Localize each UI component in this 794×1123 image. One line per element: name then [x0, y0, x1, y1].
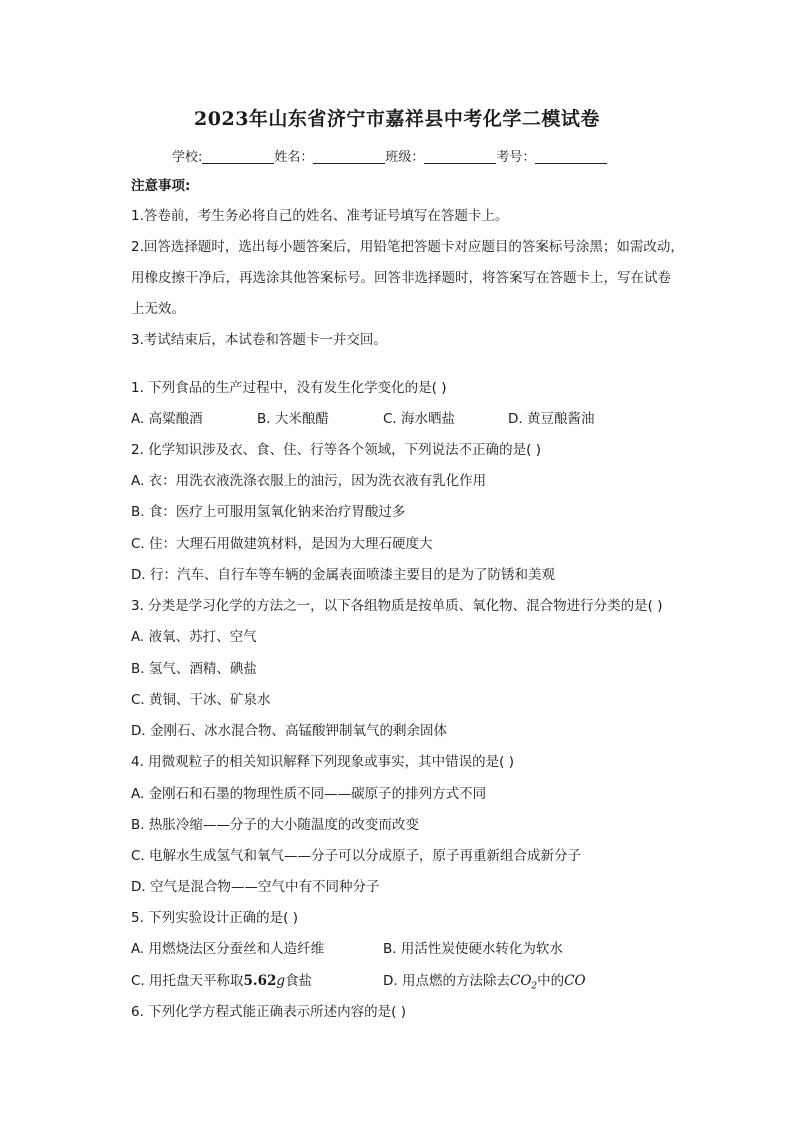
question-3-stem: 3. 分类是学习化学的方法之一，以下各组物质是按单质、氧化物、混合物进行分类的是( ): [131, 598, 663, 614]
q5-option-d-middle: 中的: [537, 973, 565, 989]
question-2-stem: 2. 化学知识涉及衣、食、住、行等各个领域，下列说法不正确的是( ): [131, 442, 541, 458]
q5-option-d-prefix: D. 用点燃的方法除去: [383, 973, 510, 989]
q5-option-c-prefix: C. 用托盘天平称取: [131, 973, 244, 989]
q1-option-b: B. 大米酿醋: [257, 411, 329, 427]
notice-item-2-line-1: 2.回答选择题时，选出每小题答案后，用铅笔把答题卡对应题目的答案标号涂黑；如需改动，: [131, 239, 684, 255]
q2-option-c: C. 住：大理石用做建筑材料，是因为大理石硬度大: [131, 536, 433, 552]
notice-item-1: 1.答卷前，考生务必将自己的姓名、准考证号填写在答题卡上。: [131, 208, 509, 224]
q5-option-b: B. 用活性炭使硬水转化为软水: [383, 941, 563, 957]
q5-option-c-suffix: 食盐: [285, 973, 313, 989]
q3-option-b: B. 氢气、酒精、碘盐: [131, 661, 257, 677]
q4-option-b: B. 热胀冷缩——分子的大小随温度的改变而改变: [131, 817, 419, 833]
q2-option-a: A. 衣：用洗衣液洗涤衣服上的油污，因为洗衣液有乳化作用: [131, 473, 487, 489]
class-label: 班级：: [385, 150, 425, 165]
question-5-stem: 5. 下列实验设计正确的是( ): [131, 910, 298, 926]
q5-option-d: [383, 972, 586, 996]
q5-option-d-co2: CO: [509, 973, 532, 989]
q5-option-c: [131, 972, 312, 990]
q4-option-d: D. 空气是混合物——空气中有不同种分子: [131, 879, 380, 895]
student-info-line: [172, 146, 607, 165]
school-blank: [202, 149, 274, 164]
q4-option-a: A. 金刚石和石墨的物理性质不同——碳原子的排列方式不同: [131, 786, 487, 802]
notice-item-2-line-2: 用橡皮擦干净后，再选涂其他答案标号。回答非选择题时，将答案写在答题卡上，写在试卷: [131, 270, 671, 286]
notice-item-2-line-3: 上无效。: [131, 301, 185, 317]
exam-number-label: 考号：: [496, 150, 536, 165]
q5-option-c-unit: g: [276, 973, 286, 989]
question-6-stem: 6. 下列化学方程式能正确表示所述内容的是( ): [131, 1004, 406, 1020]
page-title: 2023年山东省济宁市嘉祥县中考化学二模试卷: [194, 108, 600, 130]
name-label: 姓名：: [274, 150, 314, 165]
q3-option-c: C. 黄铜、干冰、矿泉水: [131, 692, 271, 708]
q3-option-d: D. 金刚石、冰水混合物、高锰酸钾制氧气的剩余固体: [131, 723, 447, 739]
name-blank: [313, 149, 385, 164]
notice-item-3: 3.考试结束后，本试卷和答题卡一并交回。: [131, 332, 387, 348]
question-1-stem: 1. 下列食品的生产过程中，没有发生化学变化的是( ): [131, 380, 447, 396]
question-4-stem: 4. 用微观粒子的相关知识解释下列现象或事实，其中错误的是( ): [131, 754, 514, 770]
q5-option-c-number: 5.62: [243, 973, 277, 989]
q2-option-d: D. 行：汽车、自行车等车辆的金属表面喷漆主要目的是为了防锈和美观: [131, 567, 555, 583]
q5-option-d-co: CO: [564, 973, 586, 989]
exam-number-blank: [535, 149, 607, 164]
q4-option-c: C. 电解水生成氢气和氧气——分子可以分成原子，原子再重新组合成新分子: [131, 848, 582, 864]
q5-option-a: A. 用燃烧法区分蚕丝和人造纤维: [131, 941, 325, 957]
school-label: 学校:: [172, 150, 203, 165]
notice-heading: 注意事项:: [131, 178, 191, 194]
q1-option-a: A. 高粱酿酒: [131, 411, 203, 427]
class-blank: [424, 149, 496, 164]
q1-option-d: D. 黄豆酿酱油: [508, 411, 595, 427]
q2-option-b: B. 食：医疗上可服用氢氧化钠来治疗胃酸过多: [131, 504, 406, 520]
q1-option-c: C. 海水晒盐: [383, 411, 456, 427]
q5-option-d-co2-subscript: 2: [531, 981, 538, 992]
q3-option-a: A. 液氧、苏打、空气: [131, 629, 257, 645]
